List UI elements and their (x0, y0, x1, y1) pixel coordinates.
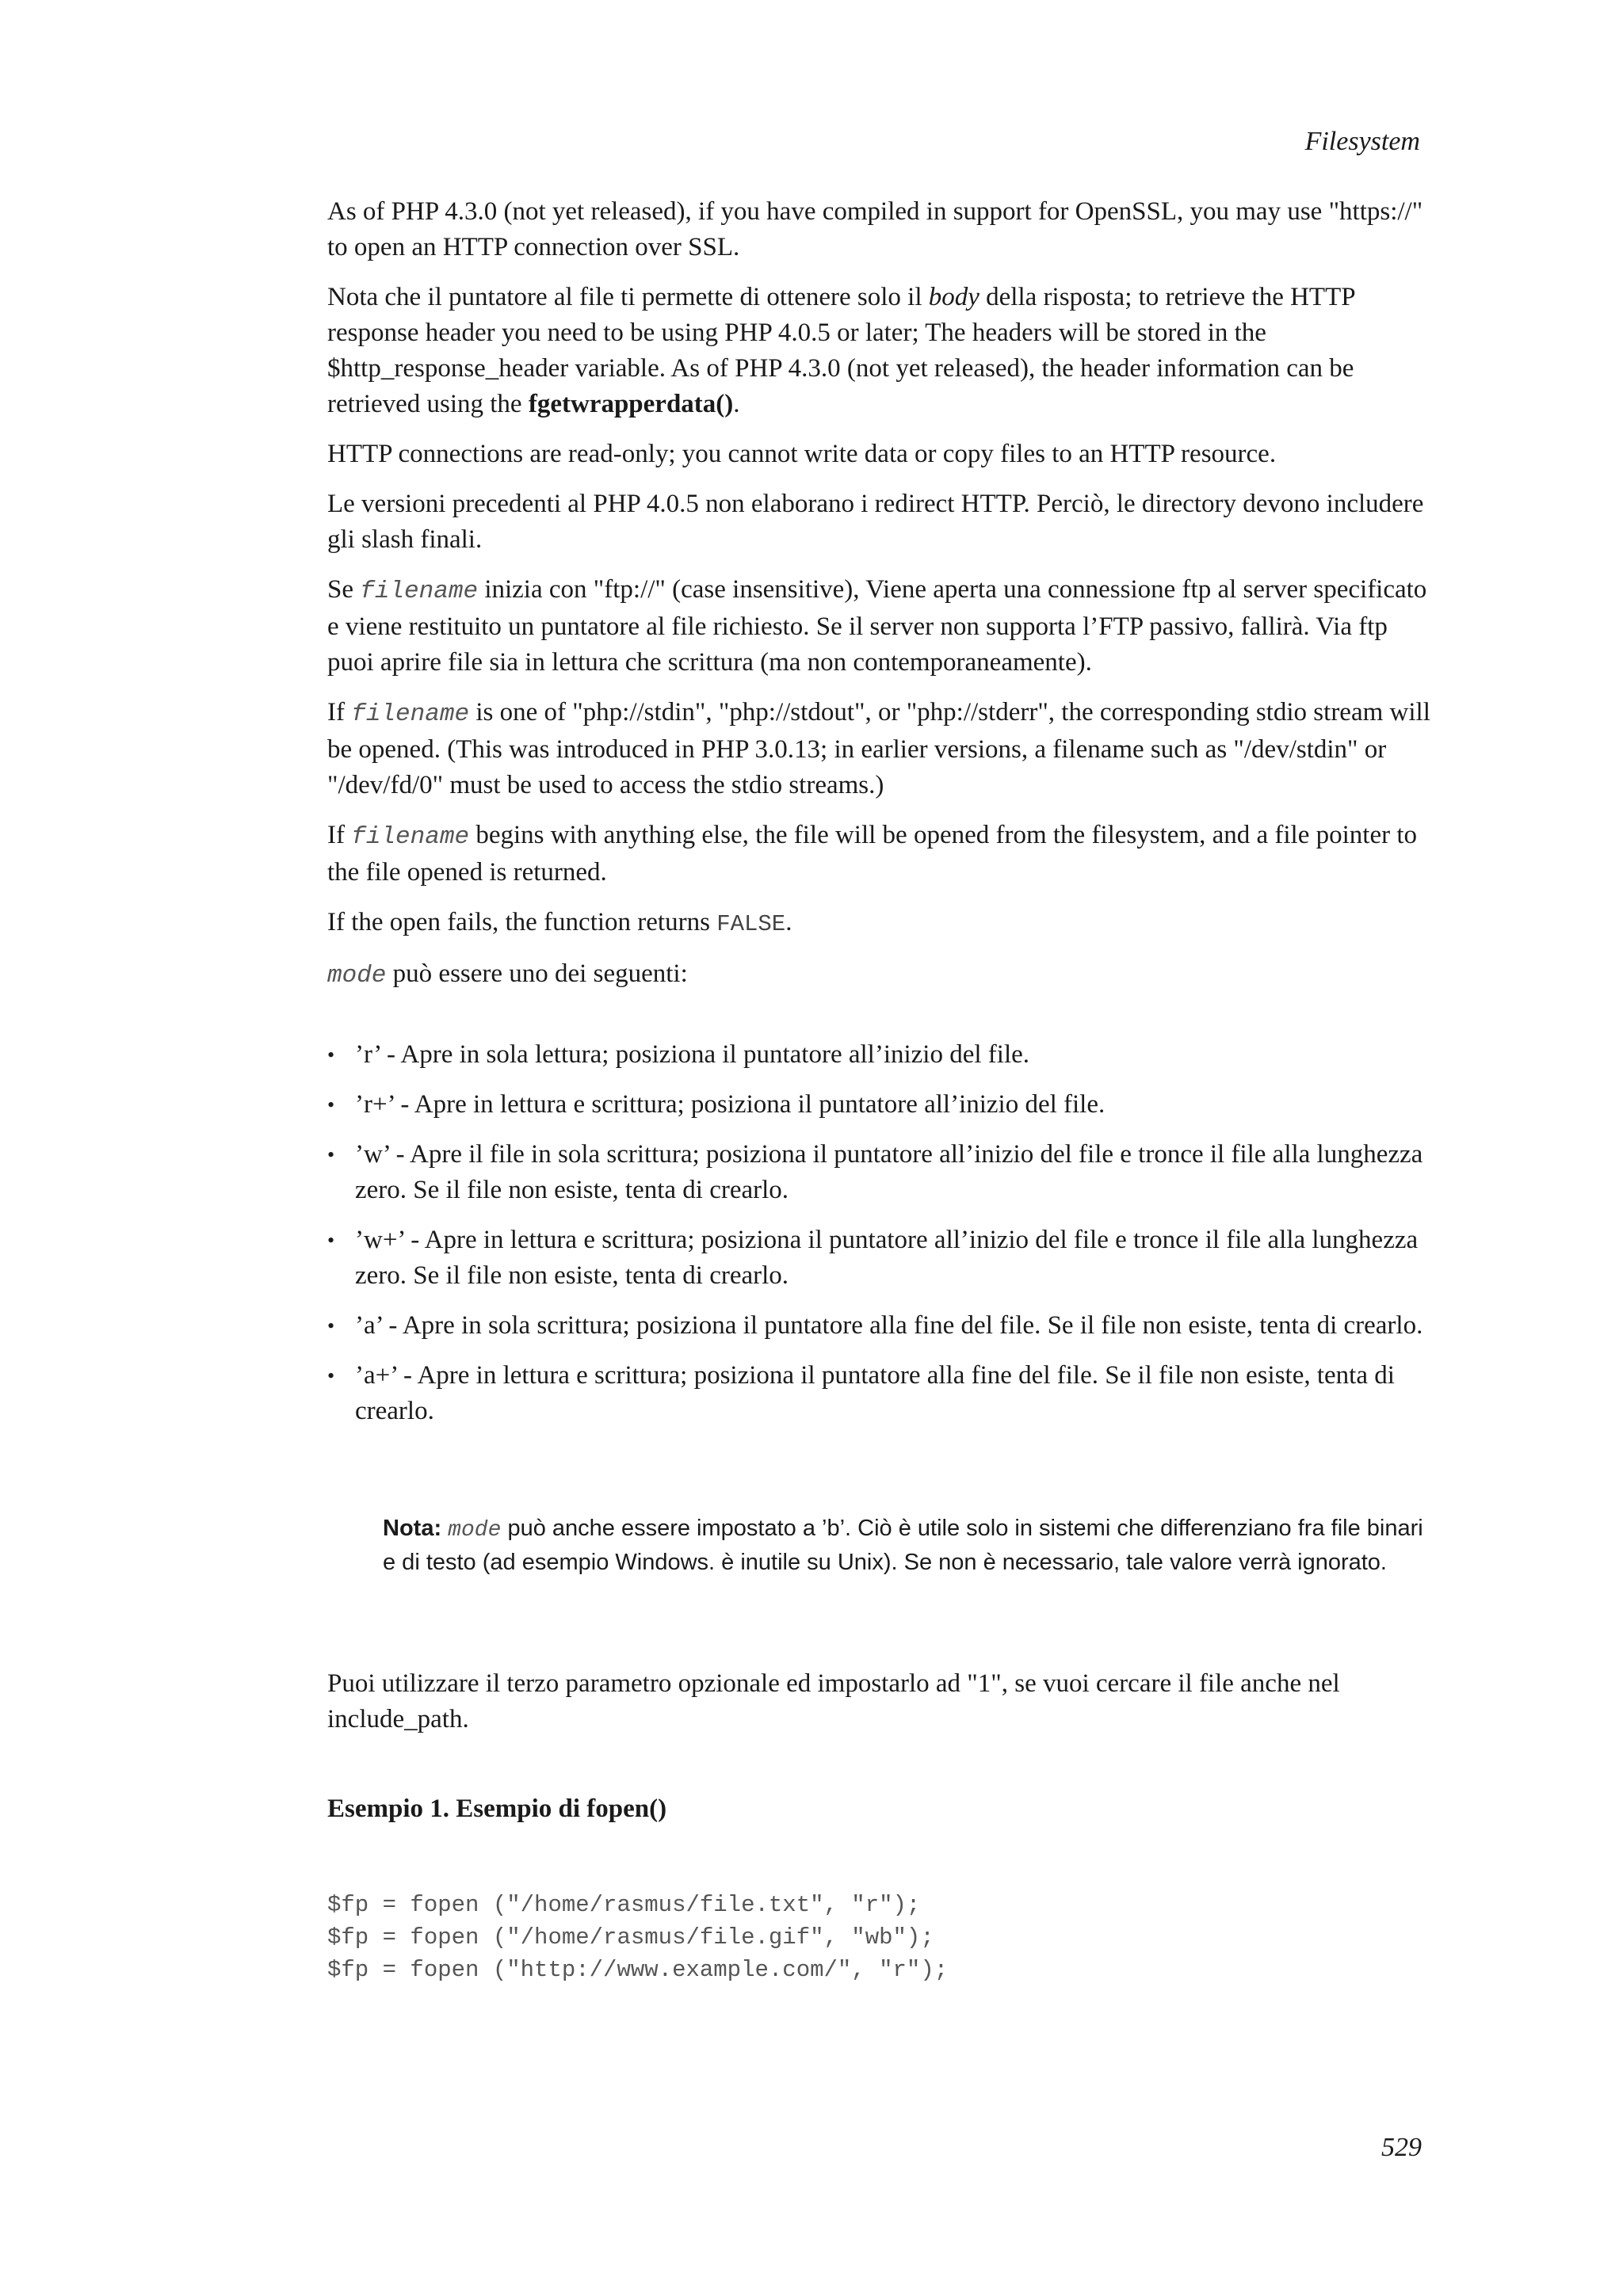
text-run: begins with anything else, the file will be opened from the filesystem, and a file pointer to the file opened is returned. (327, 821, 1418, 887)
paragraph-stdio (327, 695, 1437, 803)
paragraph-ftp (327, 572, 1437, 681)
example-title: Esempio 1. Esempio di fopen() (327, 1794, 667, 1823)
running-header: Filesystem (1304, 127, 1420, 156)
paragraph-https: As of PHP 4.3.0 (not yet released), if you have compiled in support for OpenSSL, you may use "https://" to open an HTTP connection over SSL. (327, 197, 1423, 261)
text-run: is one of "php://stdin", "php://stdout", or "php://stderr", the corresponding stdio stream will be opened. (This was introduced in PHP 3.0.13; in earlier versions, a filename such as "/dev/stdin" or "/dev/fd/0" must be used to access the stdio streams.) (327, 698, 1430, 799)
list-item-text: ’a+’ - Apre in lettura e scrittura; posiziona il puntatore alla fine del file. Se il file non esiste, tenta di crearlo. (355, 1361, 1395, 1425)
list-item (327, 1037, 1437, 1073)
text-run: può essere uno dei seguenti: (386, 959, 688, 988)
bullet-icon: • (327, 1143, 335, 1166)
italic-term: body (928, 283, 980, 311)
code-line: $fp = fopen ("/home/rasmus/file.gif", "wb"); (327, 1924, 934, 1951)
list-item-text: ’w’ - Apre il file in sola scrittura; posiziona il puntatore all’inizio del file e tronce il file alla lunghezza zero. Se il file non esiste, tenta di crearlo. (355, 1140, 1423, 1204)
list-item (327, 1308, 1437, 1344)
note-box (383, 1512, 1437, 1579)
page-number: 529 (1381, 2133, 1422, 2162)
parameter-code: filename (360, 578, 479, 605)
code-line: $fp = fopen ("/home/rasmus/file.txt", "r"); (327, 1892, 921, 1918)
paragraph-open-fails (327, 905, 1437, 942)
text-run: della risposta; to retrieve the HTTP response header you need to be using PHP 4.0.5 or later; The headers will be stored in the $http_response_header variable. As of PHP 4.3.0 (not yet released), the header information can be retrieved using the (327, 283, 1355, 418)
text-run: . (733, 390, 740, 418)
note-label: Nota: (383, 1516, 442, 1541)
bullet-icon: • (327, 1364, 335, 1387)
text-run: If (327, 698, 352, 727)
constant-code: FALSE (716, 911, 786, 937)
note-text: può anche essere impostato a ’b’. Ciò è utile solo in sistemi che differenziano fra file binari e di testo (ad esempio Windows. è inutile su Unix). Se non è necessario, tale valore verrà ignorato. (383, 1516, 1423, 1575)
text-run: inizia con "ftp://" (case insensitive), Viene aperta una connessione ftp al server specificato e viene restituito un puntatore al file richiesto. Se il server non supporta l’FTP passivo, fallirà. Via ftp puoi aprire file sia in lettura che scrittura (ma non contemporaneamente). (327, 575, 1427, 677)
paragraph-redirect: Le versioni precedenti al PHP 4.0.5 non elaborano i redirect HTTP. Perciò, le directory devono includere gli slash finali. (327, 490, 1424, 554)
function-name: fgetwrapperdata() (528, 390, 734, 418)
list-item (327, 1137, 1437, 1208)
list-item (327, 1358, 1437, 1429)
code-block (327, 1889, 1437, 1986)
text-run: If (327, 821, 352, 849)
text-run: . (785, 908, 792, 936)
text-run: If the open fails, the function returns (327, 908, 717, 936)
list-item (327, 1087, 1437, 1123)
text-run: Nota che il puntatore al file ti permette di ottenere solo il (327, 283, 929, 311)
code-line: $fp = fopen ("http://www.example.com/", "r"); (327, 1957, 949, 1983)
mode-list (327, 1037, 1437, 1429)
bullet-icon: • (327, 1093, 335, 1116)
parameter-code: filename (351, 700, 470, 728)
list-item-text: ’a’ - Apre in sola scrittura; posiziona il puntatore alla fine del file. Se il file non esiste, tenta di crearlo. (355, 1311, 1423, 1340)
paragraph-filesystem (327, 818, 1437, 891)
parameter-code: mode (327, 962, 387, 990)
parameter-code: filename (351, 823, 470, 851)
bullet-icon: • (327, 1314, 335, 1337)
list-item (327, 1222, 1437, 1294)
page-content (327, 194, 1437, 1986)
paragraph-mode-intro (327, 956, 1437, 994)
paragraph-include-path: Puoi utilizzare il terzo parametro opzionale ed impostarlo ad "1", se vuoi cercare il file anche nel include_path. (327, 1669, 1340, 1733)
bullet-icon: • (327, 1043, 335, 1066)
list-item-text: ’r’ - Apre in sola lettura; posiziona il puntatore all’inizio del file. (355, 1040, 1030, 1069)
text-run: Se (327, 575, 361, 604)
paragraph-read-only: HTTP connections are read-only; you cannot write data or copy files to an HTTP resource. (327, 440, 1277, 468)
bullet-icon: • (327, 1229, 335, 1252)
list-item-text: ’w+’ - Apre in lettura e scrittura; posiziona il puntatore all’inizio del file e tronce il file alla lunghezza zero. Se il file non esiste, tenta di crearlo. (355, 1226, 1419, 1290)
parameter-code: mode (448, 1518, 502, 1543)
list-item-text: ’r+’ - Apre in lettura e scrittura; posiziona il puntatore all’inizio del file. (355, 1090, 1106, 1119)
paragraph-response-header (327, 280, 1437, 422)
